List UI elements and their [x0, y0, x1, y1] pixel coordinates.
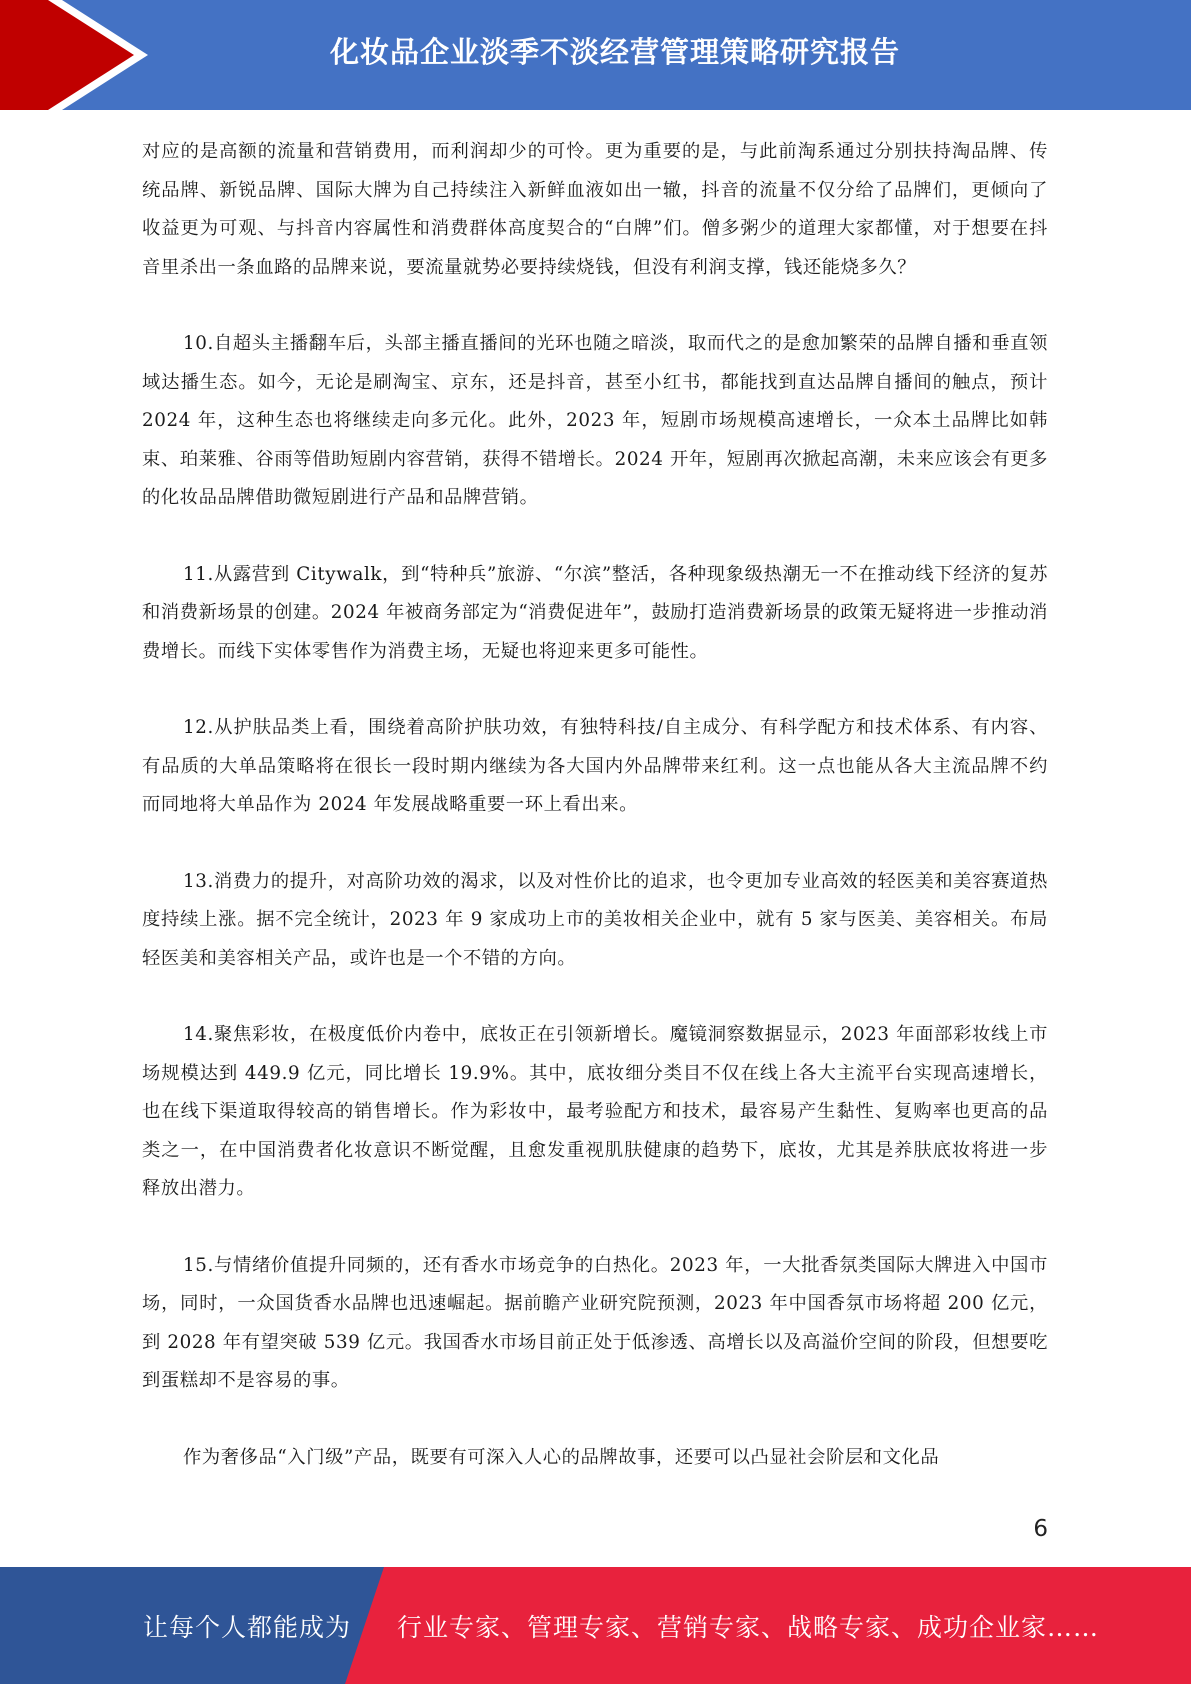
- paragraph-continuation: 对应的是高额的流量和营销费用，而利润却少的可怜。更为重要的是，与此前淘系通过分别扶持淘品牌、传统品牌、新锐品牌、国际大牌为自己持续注入新鲜血液如出一辙，抖音的流量不仅分给了品牌们，更倾向了收益更为可观、与抖音内容属性和消费群体高度契合的“白牌”们。僧多粥少的道理大家都懂，对于想要在抖音里杀出一条血路的品牌来说，要流量就势必要持续烧钱，但没有利润支撑，钱还能烧多久？: [142, 141, 1048, 278]
- paragraph-12: 12.从护肤品类上看，围绕着高阶护肤功效，有独特科技/自主成分、有科学配方和技术体系、有内容、有品质的大单品策略将在很长一段时期内继续为各大国内外品牌带来红利。这一点也能从各大主流品牌不约而同地将大单品作为 2024 年发展战略重要一环上看出来。: [142, 717, 1048, 815]
- paragraph-14: 14.聚焦彩妆，在极度低价内卷中，底妆正在引领新增长。魔镜洞察数据显示，2023 年面部彩妆线上市场规模达到 449.9 亿元，同比增长 19.9%。其中，底妆细分类目不仅在线上各大主流平台实现高速增长，也在线下渠道取得较高的销售增长。作为彩妆中，最考验配方和技术，最容易产生黏性、复购率也更高的品类之一，在中国消费者化妆意识不断觉醒，且愈发重视肌肤健康的趋势下，底妆，尤其是养肤底妆将进一步释放出潜力。: [142, 1024, 1048, 1199]
- footer-slogan-right: 行业专家、管理专家、营销专家、战略专家、成功企业家……: [397, 1612, 1100, 1642]
- paragraph-15: 15.与情绪价值提升同频的，还有香水市场竞争的白热化。2023 年，一大批香氛类国际大牌进入中国市场，同时，一众国货香水品牌也迅速崛起。据前瞻产业研究院预测，2023 年中国香氛市场将超 200 亿元，到 2028 年有望突破 539 亿元。我国香水市场目前正处于低渗透、高增长以及高溢价空间的阶段，但想要吃到蛋糕却不是容易的事。: [142, 1254, 1048, 1391]
- document-title: 化妆品企业淡季不淡经营管理策略研究报告: [329, 34, 900, 69]
- document-body: [142, 133, 1048, 1515]
- footer-slogan-left: 让每个人都能成为: [143, 1612, 352, 1642]
- page-footer: [0, 1567, 1191, 1684]
- paragraph-luxury: 作为奢侈品“入门级”产品，既要有可深入人心的品牌故事，还要可以凸显社会阶层和文化品: [183, 1446, 940, 1468]
- page-header: [0, 0, 1191, 110]
- paragraph-13: 13.消费力的提升，对高阶功效的渴求，以及对性价比的追求，也令更加专业高效的轻医美和美容赛道热度持续上涨。据不完全统计，2023 年 9 家成功上市的美妆相关企业中，就有 5 家与医美、美容相关。布局轻医美和美容相关产品，或许也是一个不错的方向。: [142, 870, 1048, 969]
- paragraph-10: 10.自超头主播翻车后，头部主播直播间的光环也随之暗淡，取而代之的是愈加繁荣的品牌自播和垂直领域达播生态。如今，无论是刷淘宝、京东，还是抖音，甚至小红书，都能找到直达品牌自播间的触点，预计 2024 年，这种生态也将继续走向多元化。此外，2023 年，短剧市场规模高速增长，一众本土品牌比如韩束、珀莱雅、谷雨等借助短剧内容营销，获得不错增长。2024 开年，短剧再次掀起高潮，未来应该会有更多的化妆品品牌借助微短剧进行产品和品牌营销。: [142, 333, 1048, 508]
- paragraph-11: 11.从露营到 Citywalk，到“特种兵”旅游、“尔滨”整活，各种现象级热潮无一不在推动线下经济的复苏和消费新场景的创建。2024 年被商务部定为“消费促进年”，鼓励打造消费新场景的政策无疑将进一步推动消费增长。而线下实体零售作为消费主场，无疑也将迎来更多可能性。: [142, 563, 1049, 662]
- page-number: 6: [1033, 1516, 1048, 1542]
